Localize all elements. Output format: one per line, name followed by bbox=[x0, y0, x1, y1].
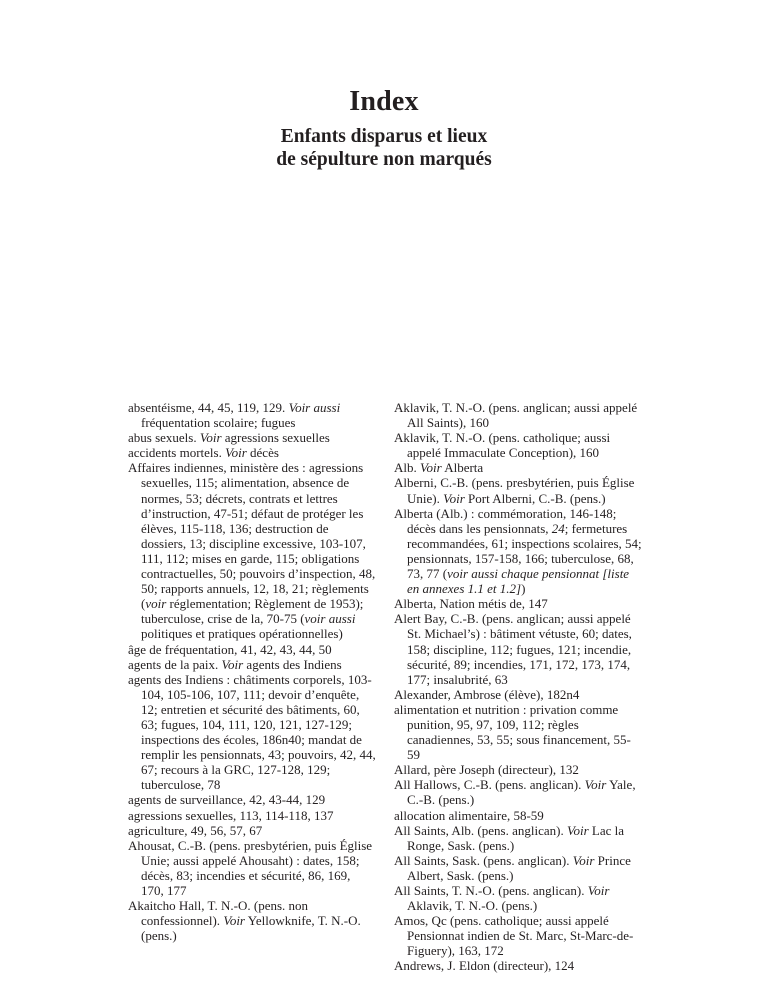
index-entry: Affaires indiennes, ministère des : agressions sexuelles, 115; alimentation, absence de normes, 53; décrets, contrats et lettres d’instruction, 47-51; défaut de protéger les élèves, 115-118, 136; destruction de dossiers, 13; discipline excessive, 103-107, 111, 112; mises en garde, 115; obligations contractuelles, 50; pouvoirs d’inspection, 48, 50; rapports annuels, 12, 18, 21; règlements (voir réglementation; Règlement de 1953); tuberculose, crise de la, 70-75 (voir aussi politiques et pratiques opérationnelles) bbox=[128, 460, 376, 642]
index-entry: All Saints, Alb. (pens. anglican). Voir Lac la Ronge, Sask. (pens.) bbox=[394, 822, 624, 853]
index-entry: abus sexuels. Voir agressions sexuelles bbox=[128, 430, 330, 446]
index-column-right bbox=[394, 400, 642, 974]
index-entry: Allard, père Joseph (directeur), 132 bbox=[394, 762, 579, 778]
index-entry: All Hallows, C.-B. (pens. anglican). Voir Yale, C.-B. (pens.) bbox=[394, 777, 636, 808]
index-entry: Alexander, Ambrose (élève), 182n4 bbox=[394, 686, 580, 702]
index-entry: Alberni, C.-B. (pens. presbytérien, puis Église Unie). Voir Port Alberni, C.-B. (pens.) bbox=[394, 475, 635, 506]
index-entry: Akaitcho Hall, T. N.-O. (pens. non confessionnel). Voir Yellowknife, T. N.-O. (pens.) bbox=[128, 898, 361, 944]
index-entry: agents des Indiens : châtiments corporels, 103-104, 105-106, 107, 111; devoir d’enquête, 12; entretien et sécurité des bâtiments, 60, 63; fugues, 104, 111, 120, 121, 127-129; inspections des écoles, 186n40; mandat de remplir les pensionnats, 43; pouvoirs, 42, 44, 67; recours à la GRC, 127-128, 129; tuberculose, 78 bbox=[128, 671, 376, 793]
index-entry: Alert Bay, C.-B. (pens. anglican; aussi appelé St. Michael’s) : bâtiment vétuste, 60; dates, 158; discipline, 112; fugues, 121; incendie, sécurité, 89; incendies, 171, 172, 173, 174, 177; insalubrité, 63 bbox=[394, 611, 632, 687]
index-entry: Aklavik, T. N.-O. (pens. catholique; aussi appelé Immaculate Conception), 160 bbox=[394, 430, 611, 461]
index-entry: absentéisme, 44, 45, 119, 129. Voir aussi fréquentation scolaire; fugues bbox=[128, 400, 341, 431]
page-subtitle bbox=[0, 125, 768, 171]
page-subtitle-line-2: de sépulture non marqués bbox=[276, 149, 492, 170]
index-entry: Alberta (Alb.) : commémoration, 146-148; décès dans les pensionnats, 24; fermetures recommandées, 61; inspections scolaires, 54; pensionnats, 157-158, 166; tuberculose, 68, 73, 77 (voir aussi chaque pensionnat [liste en annexes 1.1 et 1.2]) bbox=[394, 505, 642, 597]
document-page bbox=[0, 86, 768, 994]
index-entry: All Saints, T. N.-O. (pens. anglican). Voir Aklavik, T. N.-O. (pens.) bbox=[394, 883, 610, 914]
index-entry: accidents mortels. Voir décès bbox=[128, 445, 279, 461]
index-entry: All Saints, Sask. (pens. anglican). Voir Prince Albert, Sask. (pens.) bbox=[394, 852, 631, 883]
index-entry: Andrews, J. Eldon (directeur), 124 bbox=[394, 958, 575, 974]
index-entry: âge de fréquentation, 41, 42, 43, 44, 50 bbox=[128, 641, 332, 657]
index-entry: Ahousat, C.-B. (pens. presbytérien, puis Église Unie; aussi appelé Ahousaht) : dates, 158; décès, 83; incendies et sécurité, 86, 169, 170, 177 bbox=[128, 837, 373, 898]
index-column-left bbox=[128, 400, 376, 974]
index-entry: agriculture, 49, 56, 57, 67 bbox=[128, 822, 263, 838]
index-entry: Alberta, Nation métis de, 147 bbox=[394, 596, 548, 612]
index-columns bbox=[128, 400, 642, 974]
index-entry: alimentation et nutrition : privation comme punition, 95, 97, 109, 112; règles canadiennes, 53, 55; sous financement, 55-59 bbox=[394, 701, 631, 763]
index-entry: agressions sexuelles, 113, 114-118, 137 bbox=[128, 807, 334, 823]
index-entry: Alb. Voir Alberta bbox=[394, 460, 484, 476]
index-entry: Aklavik, T. N.-O. (pens. anglican; aussi appelé All Saints), 160 bbox=[394, 400, 638, 431]
index-entry: agents de la paix. Voir agents des Indiens bbox=[128, 656, 342, 672]
index-entry: agents de surveillance, 42, 43-44, 129 bbox=[128, 792, 326, 808]
index-entry: Amos, Qc (pens. catholique; aussi appelé Pensionnat indien de St. Marc, St-Marc-de-Figuery), 163, 172 bbox=[394, 913, 634, 959]
page-title: Index bbox=[349, 86, 419, 117]
page-subtitle-line-1: Enfants disparus et lieux bbox=[280, 126, 488, 147]
index-entry: allocation alimentaire, 58-59 bbox=[394, 807, 544, 823]
